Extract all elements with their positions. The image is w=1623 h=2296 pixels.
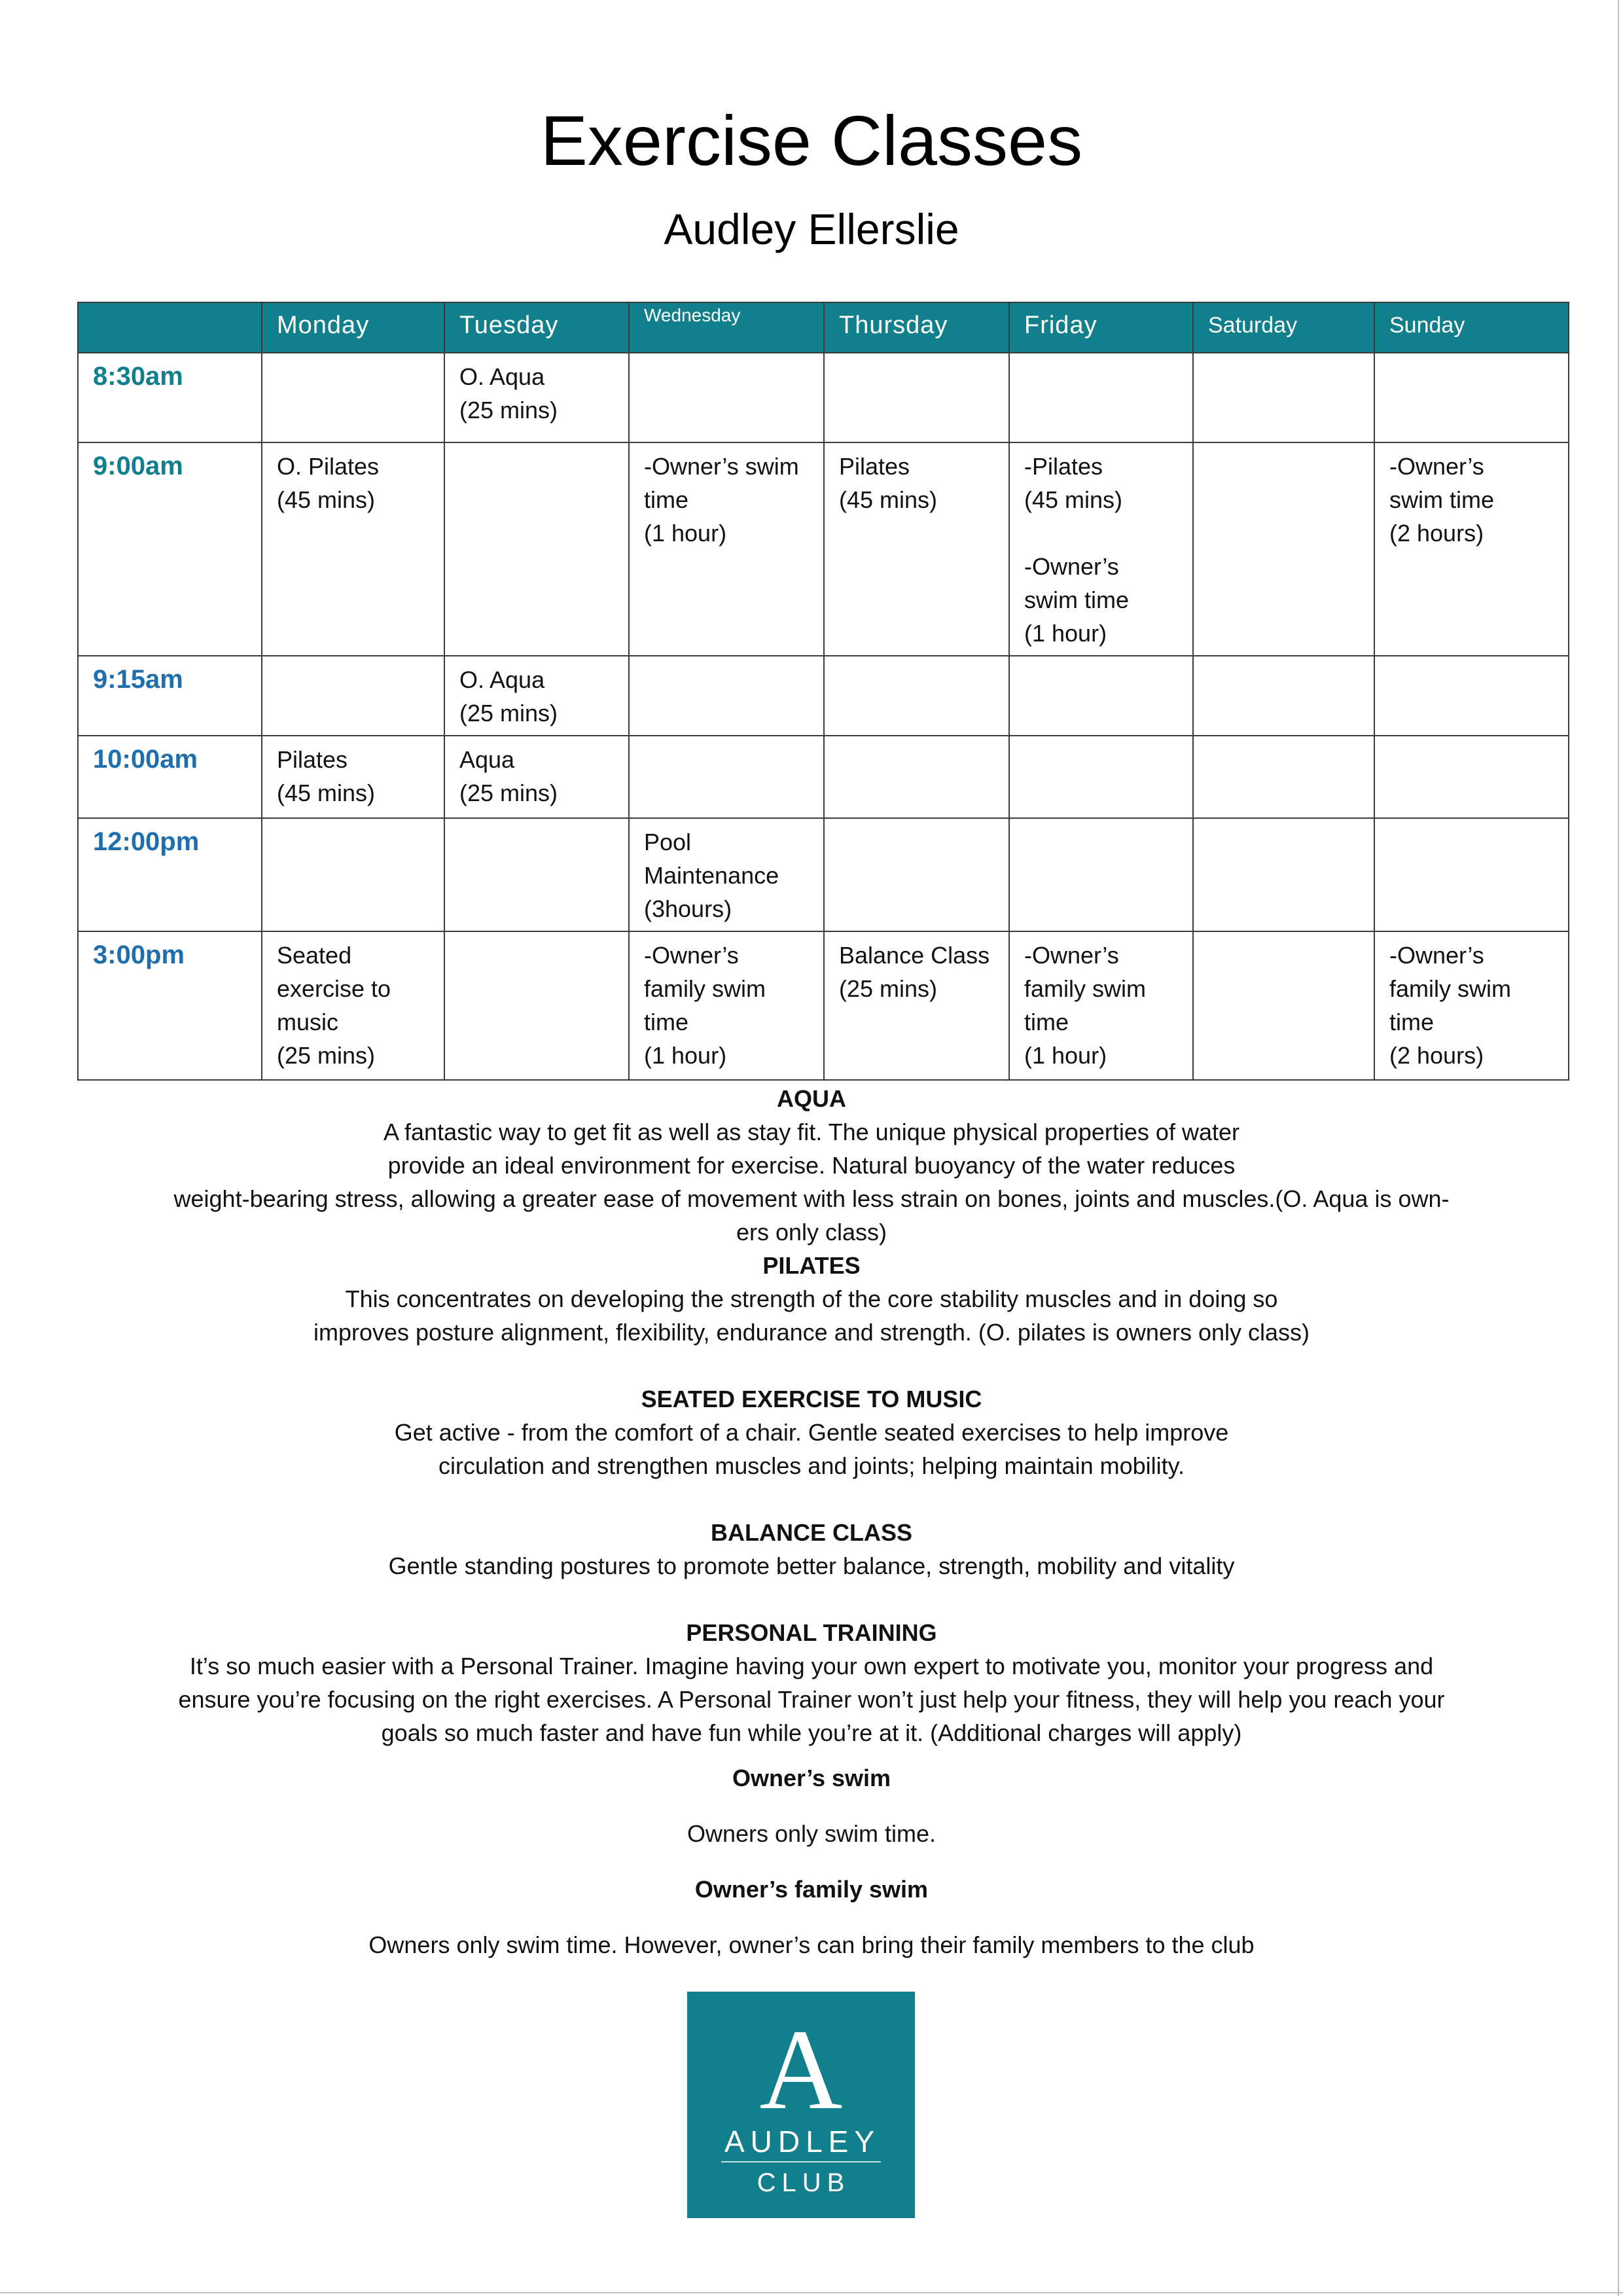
class-cell — [824, 353, 1009, 442]
table-row — [78, 736, 1569, 818]
table-row — [78, 931, 1569, 1080]
class-cell: Pilates (45 mins) — [824, 442, 1009, 656]
table-row — [78, 656, 1569, 736]
logo-line-2: CLUB — [757, 2168, 851, 2197]
header-saturday: Saturday — [1193, 302, 1374, 353]
class-cell: -Owner’s family swim time (1 hour) — [1009, 931, 1193, 1080]
class-cell — [1193, 736, 1374, 818]
personal-training-heading: PERSONAL TRAINING — [686, 1619, 937, 1646]
aqua-description: A fantastic way to get fit as well as stay fit. The unique physical properties of water provide an ideal environment for exercise. Natural buoyancy of the water reduces weight-bearing stress, allowing a greater ease of movement with less strain on bones, joints and muscles.(O. Aqua is own- ers only class) — [173, 1119, 1450, 1246]
class-cell — [262, 656, 444, 736]
class-cell: -Owner’s swim time (2 hours) — [1374, 442, 1569, 656]
class-cell — [1193, 656, 1374, 736]
time-slot: 8:30am — [78, 353, 262, 442]
balance-class-section — [131, 1516, 1492, 1583]
header-thursday: Thursday — [824, 302, 1009, 353]
class-cell — [1193, 931, 1374, 1080]
owners-family-swim-heading: Owner’s family swim — [694, 1876, 929, 1903]
logo-divider — [721, 2161, 881, 2162]
owners-swim-section — [131, 1761, 1492, 1850]
pilates-heading: PILATES — [762, 1252, 861, 1279]
class-cell — [1009, 736, 1193, 818]
header-wednesday: Wednesday — [629, 302, 824, 353]
class-cell: Pool Maintenance (3hours) — [629, 818, 824, 931]
class-cell — [444, 818, 629, 931]
pilates-description: This concentrates on developing the strength of the core stability muscles and in doing so improves posture alignment, flexibility, endurance and strength. (O. pilates is owners only class) — [313, 1285, 1310, 1346]
class-cell — [1374, 818, 1569, 931]
class-cell — [444, 442, 629, 656]
class-cell: Aqua (25 mins) — [444, 736, 629, 818]
header-friday: Friday — [1009, 302, 1193, 353]
owners-swim-heading: Owner’s swim — [732, 1765, 891, 1791]
class-cell — [262, 818, 444, 931]
logo-graphic — [687, 1992, 915, 2218]
time-slot: 3:00pm — [78, 931, 262, 1080]
owners-family-swim-description: Owners only swim time. However, owner’s can bring their family members to the club — [368, 1931, 1255, 1958]
table-header-row — [78, 302, 1569, 353]
time-slot: 12:00pm — [78, 818, 262, 931]
class-cell — [824, 736, 1009, 818]
seated-exercise-heading: SEATED EXERCISE TO MUSIC — [641, 1386, 982, 1412]
class-cell — [824, 656, 1009, 736]
class-cell — [444, 931, 629, 1080]
class-cell — [1374, 736, 1569, 818]
owners-swim-description: Owners only swim time. — [687, 1820, 936, 1847]
class-schedule-table — [77, 302, 1569, 1081]
logo-letter: A — [759, 2006, 843, 2134]
class-cell — [1193, 818, 1374, 931]
aqua-heading: AQUA — [777, 1085, 846, 1112]
header-tuesday: Tuesday — [444, 302, 629, 353]
class-cell — [262, 353, 444, 442]
class-cell: Pilates (45 mins) — [262, 736, 444, 818]
table-row — [78, 442, 1569, 656]
pilates-section — [131, 1249, 1492, 1349]
class-cell: -Owner’s swim time (1 hour) — [629, 442, 824, 656]
class-cell — [1009, 818, 1193, 931]
class-cell — [629, 736, 824, 818]
table-row — [78, 353, 1569, 442]
class-cell: -Pilates (45 mins) -Owner’s swim time (1 hour) — [1009, 442, 1193, 656]
header-monday: Monday — [262, 302, 444, 353]
header-time-column — [78, 302, 262, 353]
class-cell — [1374, 353, 1569, 442]
personal-training-description: It’s so much easier with a Personal Trainer. Imagine having your own expert to motivate you, monitor your progress and ensure you’re focusing on the right exercises. A Personal Trainer won’t just help your fitness, they will help you reach your goals so much faster and have fun while you’re at it. (Additional charges will apply) — [178, 1653, 1445, 1746]
logo-line-1: AUDLEY — [724, 2125, 881, 2159]
page-edge-right — [1618, 0, 1619, 2296]
class-cell — [629, 656, 824, 736]
table-row — [78, 818, 1569, 931]
class-cell — [1193, 442, 1374, 656]
class-cell: -Owner’s family swim time (1 hour) — [629, 931, 824, 1080]
header-sunday: Sunday — [1374, 302, 1569, 353]
balance-class-description: Gentle standing postures to promote better balance, strength, mobility and vitality — [388, 1552, 1235, 1579]
aqua-section — [131, 1082, 1492, 1249]
class-cell: O. Aqua (25 mins) — [444, 656, 629, 736]
class-cell: Balance Class (25 mins) — [824, 931, 1009, 1080]
class-cell — [824, 818, 1009, 931]
class-cell — [1193, 353, 1374, 442]
class-cell — [1009, 353, 1193, 442]
owners-family-swim-section — [131, 1873, 1492, 1962]
page-title: Exercise Classes — [540, 101, 1083, 180]
class-cell — [1009, 656, 1193, 736]
page-edge-bottom — [0, 2292, 1623, 2293]
time-slot: 9:15am — [78, 656, 262, 736]
seated-exercise-description: Get active - from the comfort of a chair. Gentle seated exercises to help improve circulation and strengthen muscles and joints; helping maintain mobility. — [394, 1419, 1229, 1479]
audley-club-logo — [687, 1992, 915, 2218]
class-cell — [629, 353, 824, 442]
class-cell — [1374, 656, 1569, 736]
class-cell: O. Pilates (45 mins) — [262, 442, 444, 656]
time-slot: 9:00am — [78, 442, 262, 656]
personal-training-section — [131, 1616, 1492, 1749]
class-cell: O. Aqua (25 mins) — [444, 353, 629, 442]
balance-class-heading: BALANCE CLASS — [710, 1519, 912, 1546]
class-descriptions — [131, 1082, 1492, 1962]
seated-exercise-section — [131, 1382, 1492, 1482]
page-subtitle: Audley Ellerslie — [664, 205, 959, 253]
time-slot: 10:00am — [78, 736, 262, 818]
class-cell: -Owner’s family swim time (2 hours) — [1374, 931, 1569, 1080]
class-cell: Seated exercise to music (25 mins) — [262, 931, 444, 1080]
